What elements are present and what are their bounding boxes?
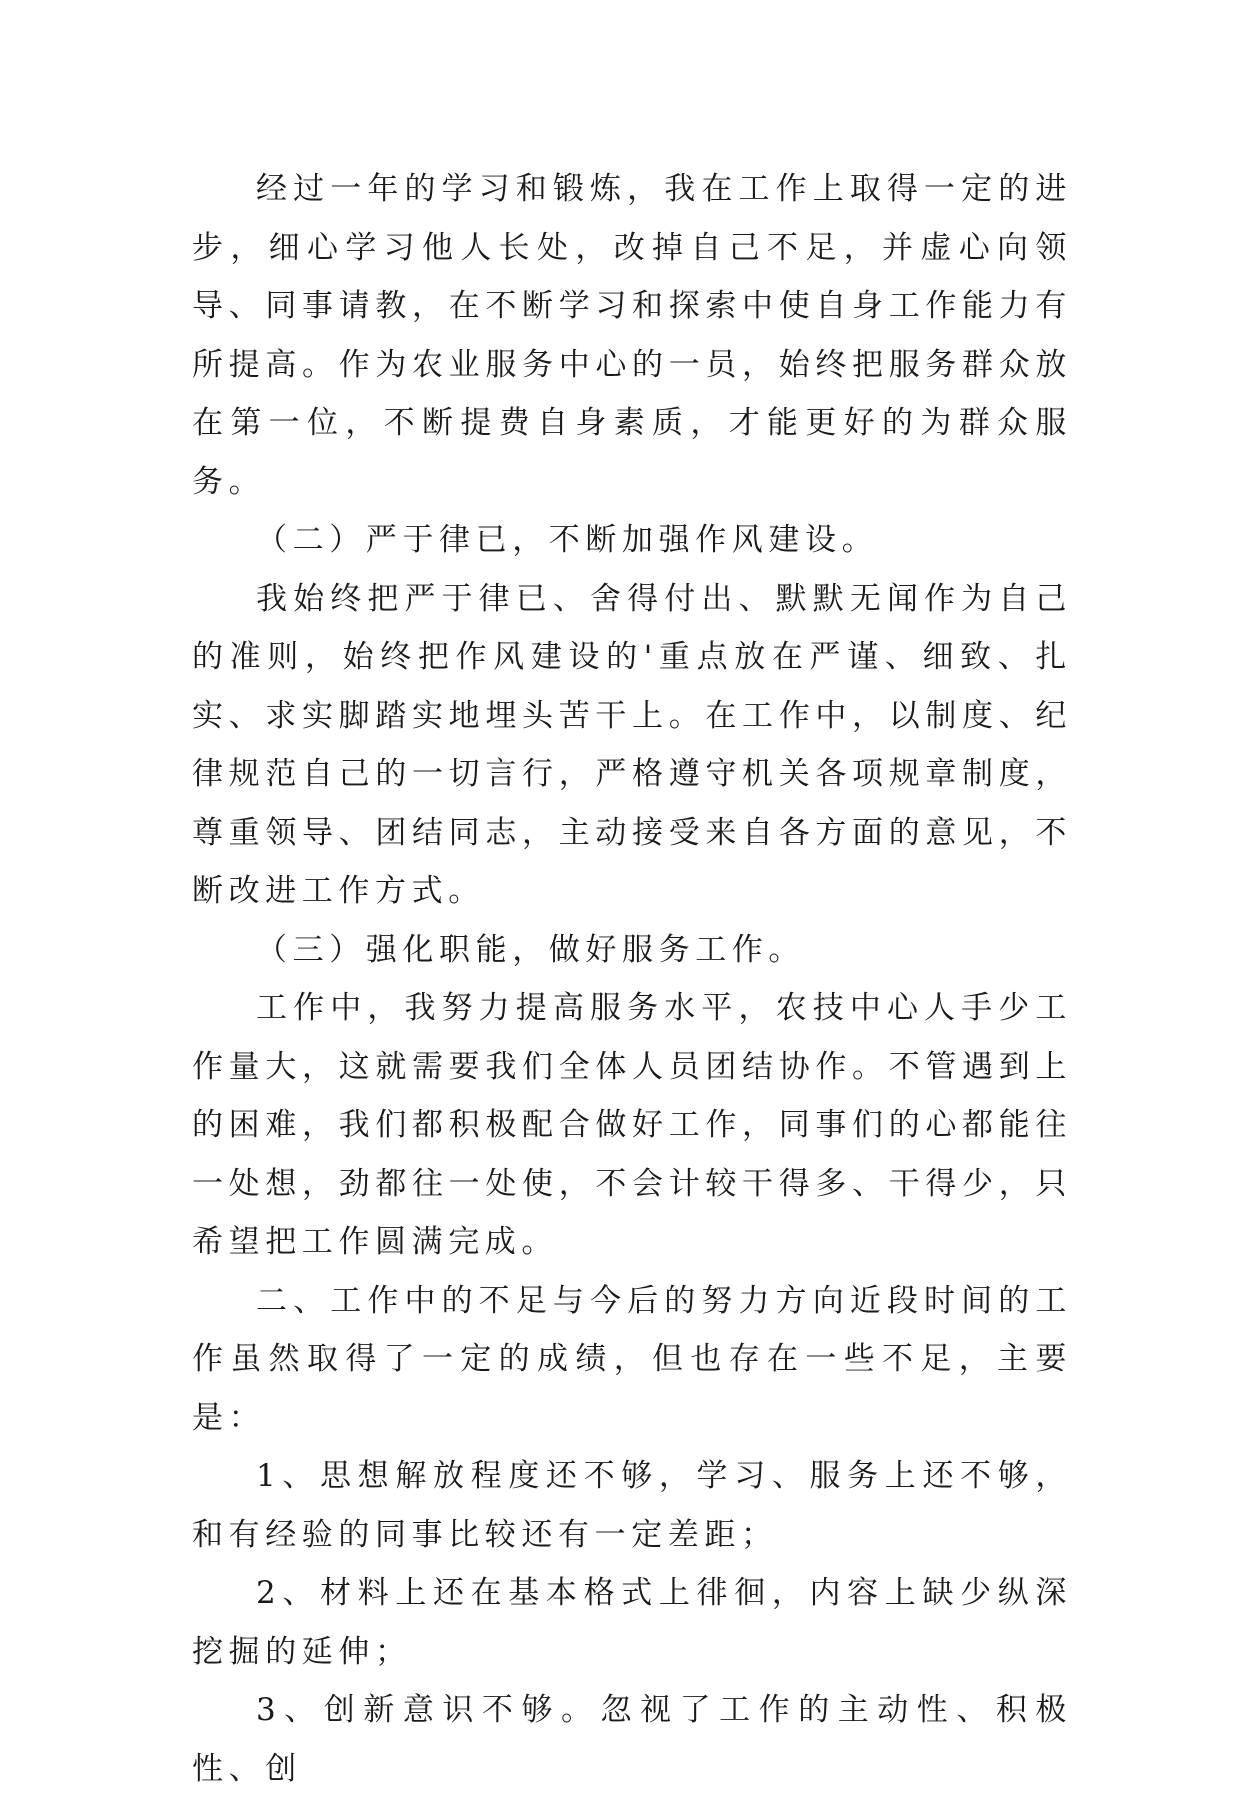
document-body [192,160,1072,1798]
paragraph-3: 工作中，我努力提高服务水平，农技中心人手少工作量大，这就需要我们全体人员团结协作。不管遇到上的困难，我们都积极配合做好工作，同事们的心都能往一处想，劲都往一处使，不会计较干得多、干得少，只希望把工作圆满完成。 [192,990,1072,1260]
section-heading-3: （三）强化职能，做好服务工作。 [256,931,805,968]
paragraph-1: 经过一年的学习和锻炼，我在工作上取得一定的进步，细心学习他人长处，改掉自己不足，并虚心向领导、同事请教，在不断学习和探索中使自身工作能力有所提高。作为农业服务中心的一员，始终把服务群众放在第一位，不断提费自身素质，才能更好的为群众服务。 [192,171,1072,500]
section-heading-2: （二）严于律已，不断加强作风建设。 [256,522,879,558]
paragraph-shortcomings: 二、工作中的不足与今后的努力方向近段时间的工作虽然取得了一定的成绩，但也存在一些不足，主要是： [192,1282,1072,1436]
list-item-3: 3、创新意识不够。忽视了工作的主动性、积极性、创 [192,1692,1072,1787]
list-item-1: 1、思想解放程度还不够，学习、服务上还不够，和有经验的同事比较还有一定差距； [192,1458,1072,1553]
list-item-2: 2、材料上还在基本格式上徘徊，内容上缺少纵深挖掘的延伸； [192,1575,1072,1670]
paragraph-2: 我始终把严于律已、舍得付出、默默无闻作为自己的准则，始终把作风建设的'重点放在严谨、细致、扎实、求实脚踏实地埋头苦干上。在工作中，以制度、纪律规范自己的一切言行，严格遵守机关各项规章制度，尊重领导、团结同志，主动接受来自各方面的意见，不断改进工作方式。 [192,580,1072,909]
